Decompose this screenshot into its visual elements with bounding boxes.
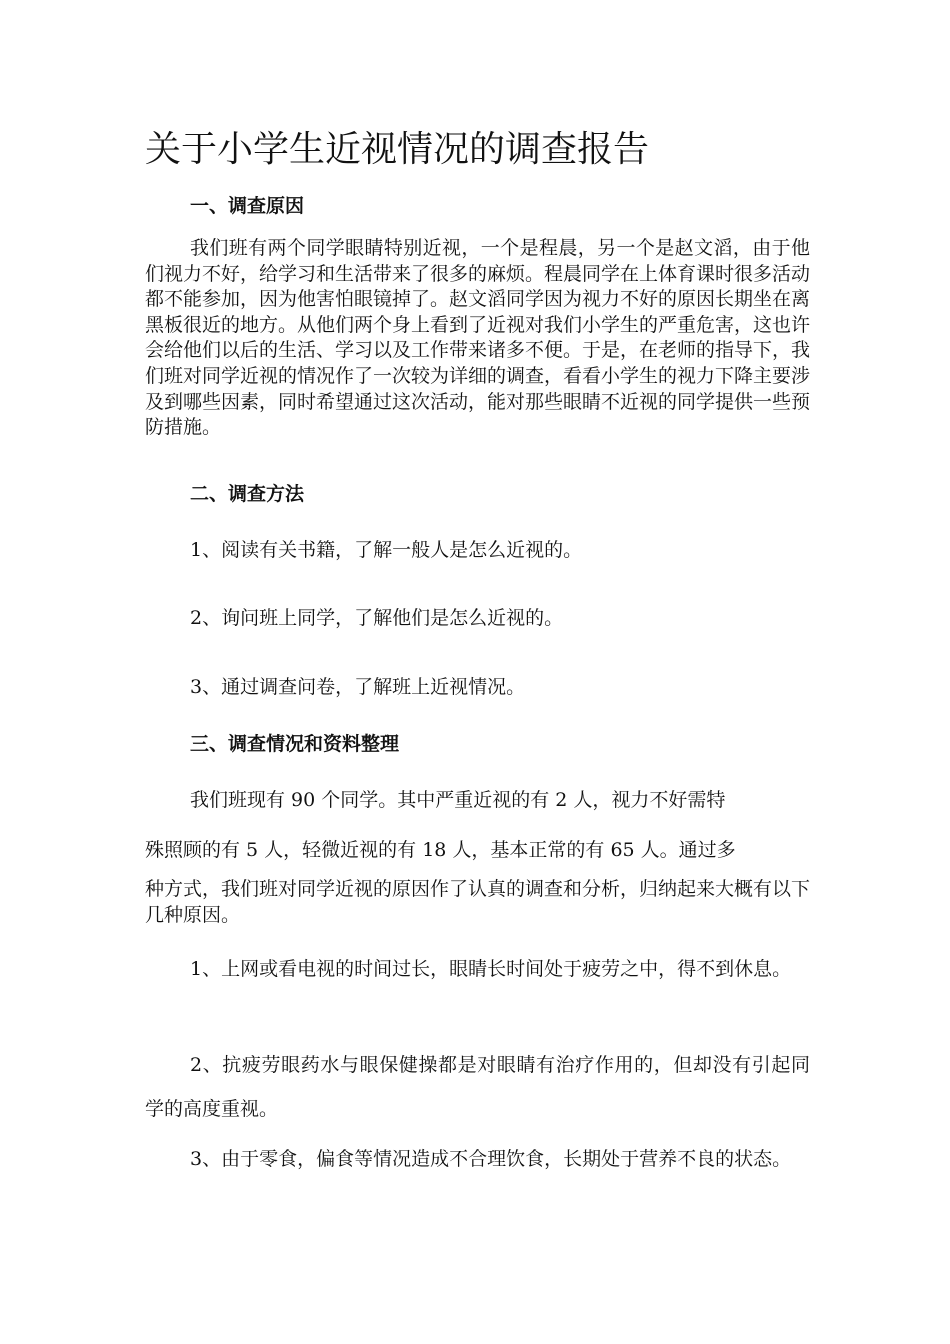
cause-item-3: 3、由于零食，偏食等情况造成不合理饮食，长期处于营养不良的状态。	[190, 1148, 792, 1170]
findings-summary-rest: 种方式，我们班对同学近视的原因作了认真的调查和分析，归纳起来大概有以下几种原因。	[145, 878, 811, 926]
findings-summary-line-2: 殊照顾的有 5 人，轻微近视的有 18 人，基本正常的有 65 人。通过多	[145, 839, 736, 861]
cause-item-2: 2、抗疲劳眼药水与眼保健操都是对眼睛有治疗作用的，但却没有引起同学的高度重视。	[145, 1054, 810, 1120]
method-item-3: 3、通过调查问卷，了解班上近视情况。	[190, 676, 526, 698]
method-item-2: 2、询问班上同学，了解他们是怎么近视的。	[190, 607, 564, 629]
method-item-1: 1、阅读有关书籍，了解一般人是怎么近视的。	[190, 539, 583, 561]
section-heading-reason: 一、调查原因	[190, 195, 305, 217]
cause-item-1: 1、上网或看电视的时间过长，眼睛长时间处于疲劳之中，得不到休息。	[190, 958, 792, 980]
section-heading-method: 二、调查方法	[190, 483, 305, 505]
section-heading-findings: 三、调查情况和资料整理	[190, 733, 400, 755]
page-title: 关于小学生近视情况的调查报告	[145, 129, 650, 170]
reason-paragraph: 我们班有两个同学眼睛特别近视，一个是程晨，另一个是赵文滔，由于他们视力不好，给学习和生活带来了很多的麻烦。程晨同学在上体育课时很多活动都不能参加，因为他害怕眼镜掉了。赵文滔同学因为视力不好的原因长期坐在离黑板很近的地方。从他们两个身上看到了近视对我们小学生的严重危害，这也许会给他们以后的生活、学习以及工作带来诸多不便。于是，在老师的指导下，我们班对同学近视的情况作了一次较为详细的调查，看看小学生的视力下降主要涉及到哪些因素，同时希望通过这次活动，能对那些眼睛不近视的同学提供一些预防措施。	[145, 237, 811, 439]
findings-summary-line-1: 我们班现有 90 个同学。其中严重近视的有 2 人，视力不好需特	[190, 789, 726, 811]
